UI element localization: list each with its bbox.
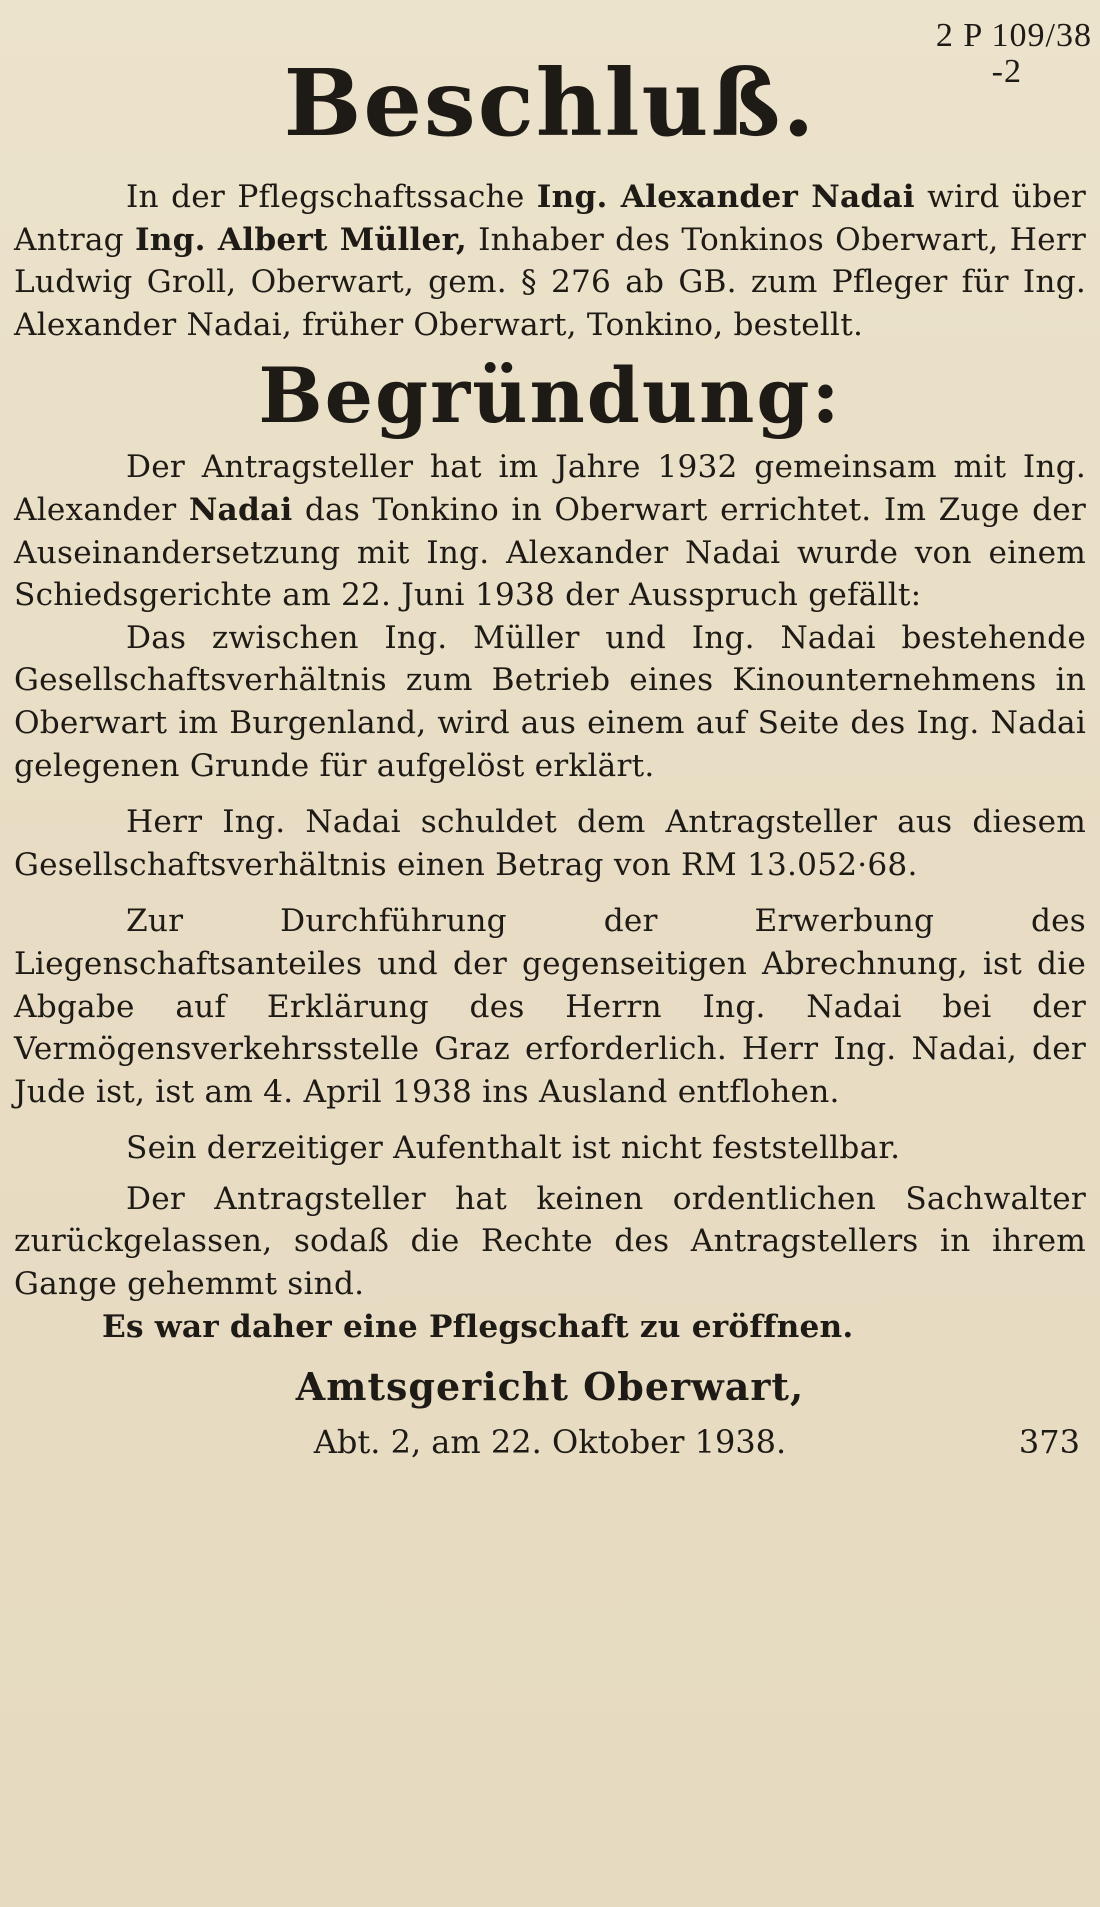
footer-line xyxy=(14,1420,1086,1464)
reasoning-name-bold: Nadai xyxy=(188,491,293,528)
reasoning-text-1a: Der Antragsteller hat im Jahre 1932 gemeinsam mit Ing. Alexander xyxy=(14,449,1086,528)
notice-number: 373 xyxy=(1018,1423,1080,1462)
reasoning-paragraph-4: Zur Durchführung der Erwerbung des Liegenschaftsanteiles und der gegenseitigen Abrechnung, ist die Abgabe auf Erklärung des Herrn Ing. Nadai bei der Vermögensverkehrsstelle Graz erforderlich. Herr Ing. Nadai, der Jude ist, ist am 4. April 1938 ins Ausland entflohen. xyxy=(14,903,1086,1110)
reference-number xyxy=(936,18,1092,90)
decision-text-1: In der Pflegschaftssache xyxy=(126,179,537,215)
reasoning-paragraph-5: Sein derzeitiger Aufenthalt ist nicht feststellbar. xyxy=(126,1130,901,1167)
spacer xyxy=(14,1113,1086,1127)
reasoning-text-1c: das Tonkino in Oberwart errichtet. Im Zuge der Auseinandersetzung mit Ing. Alexander Nadai wurde von einem Schiedsgerichte am 22. Juni 1938 der Ausspruch gefällt: xyxy=(14,491,1086,614)
spacer xyxy=(14,886,1086,900)
reference-line-1: 2 P 109/38 xyxy=(935,17,1092,54)
ward-name: Ing. Alexander Nadai xyxy=(536,179,915,215)
applicant-name: Ing. Albert Müller, xyxy=(135,221,467,258)
spacer xyxy=(14,1412,1086,1420)
spacer xyxy=(14,1348,1086,1362)
reasoning-paragraph-6: Der Antragsteller hat keinen ordentlichen Sachwalter zurückgelassen, sodaß die Rechte des Antragstellers in ihrem Gange gehemmt sind. xyxy=(14,1180,1086,1303)
decision-text-3: Inhaber des Tonkinos Oberwart, Herr Ludwig Groll, Oberwart, gem. § 276 ab GB. zum Pfleger für Ing. Alexander Nadai, früher Oberwart, Tonkino, bestellt. xyxy=(14,221,1087,343)
reasoning-paragraph-2: Das zwischen Ing. Müller und Ing. Nadai bestehende Gesellschaftsverhältnis zum Betrieb eines Kinounternehmens in Oberwart im Burgenland, wird aus einem auf Seite des Ing. Nadai gelegenen Grunde für aufgelöst erklärt. xyxy=(14,619,1086,784)
reference-line-2: -2 xyxy=(991,53,1022,90)
decision-paragraph xyxy=(14,176,1086,346)
court-name: Amtsgericht Oberwart, xyxy=(295,1364,805,1410)
reasoning-heading: Begründung: xyxy=(258,351,842,441)
reasoning-paragraph-1 xyxy=(14,446,1086,616)
spacer xyxy=(14,1170,1086,1178)
spacer xyxy=(14,787,1086,801)
reasoning-paragraph-3: Herr Ing. Nadai schuldet dem Antragsteller aus diesem Gesellschaftsverhältnis einen Betrag von RM 13.052·68. xyxy=(14,804,1086,883)
decision-text-2: wird über Antrag xyxy=(14,179,1086,258)
reasoning-paragraph-7: Es war daher eine Pflegschaft zu eröffnen. xyxy=(102,1308,854,1345)
issue-date: Abt. 2, am 22. Oktober 1938. xyxy=(313,1423,787,1462)
page-title: Beschluß. xyxy=(283,49,817,157)
